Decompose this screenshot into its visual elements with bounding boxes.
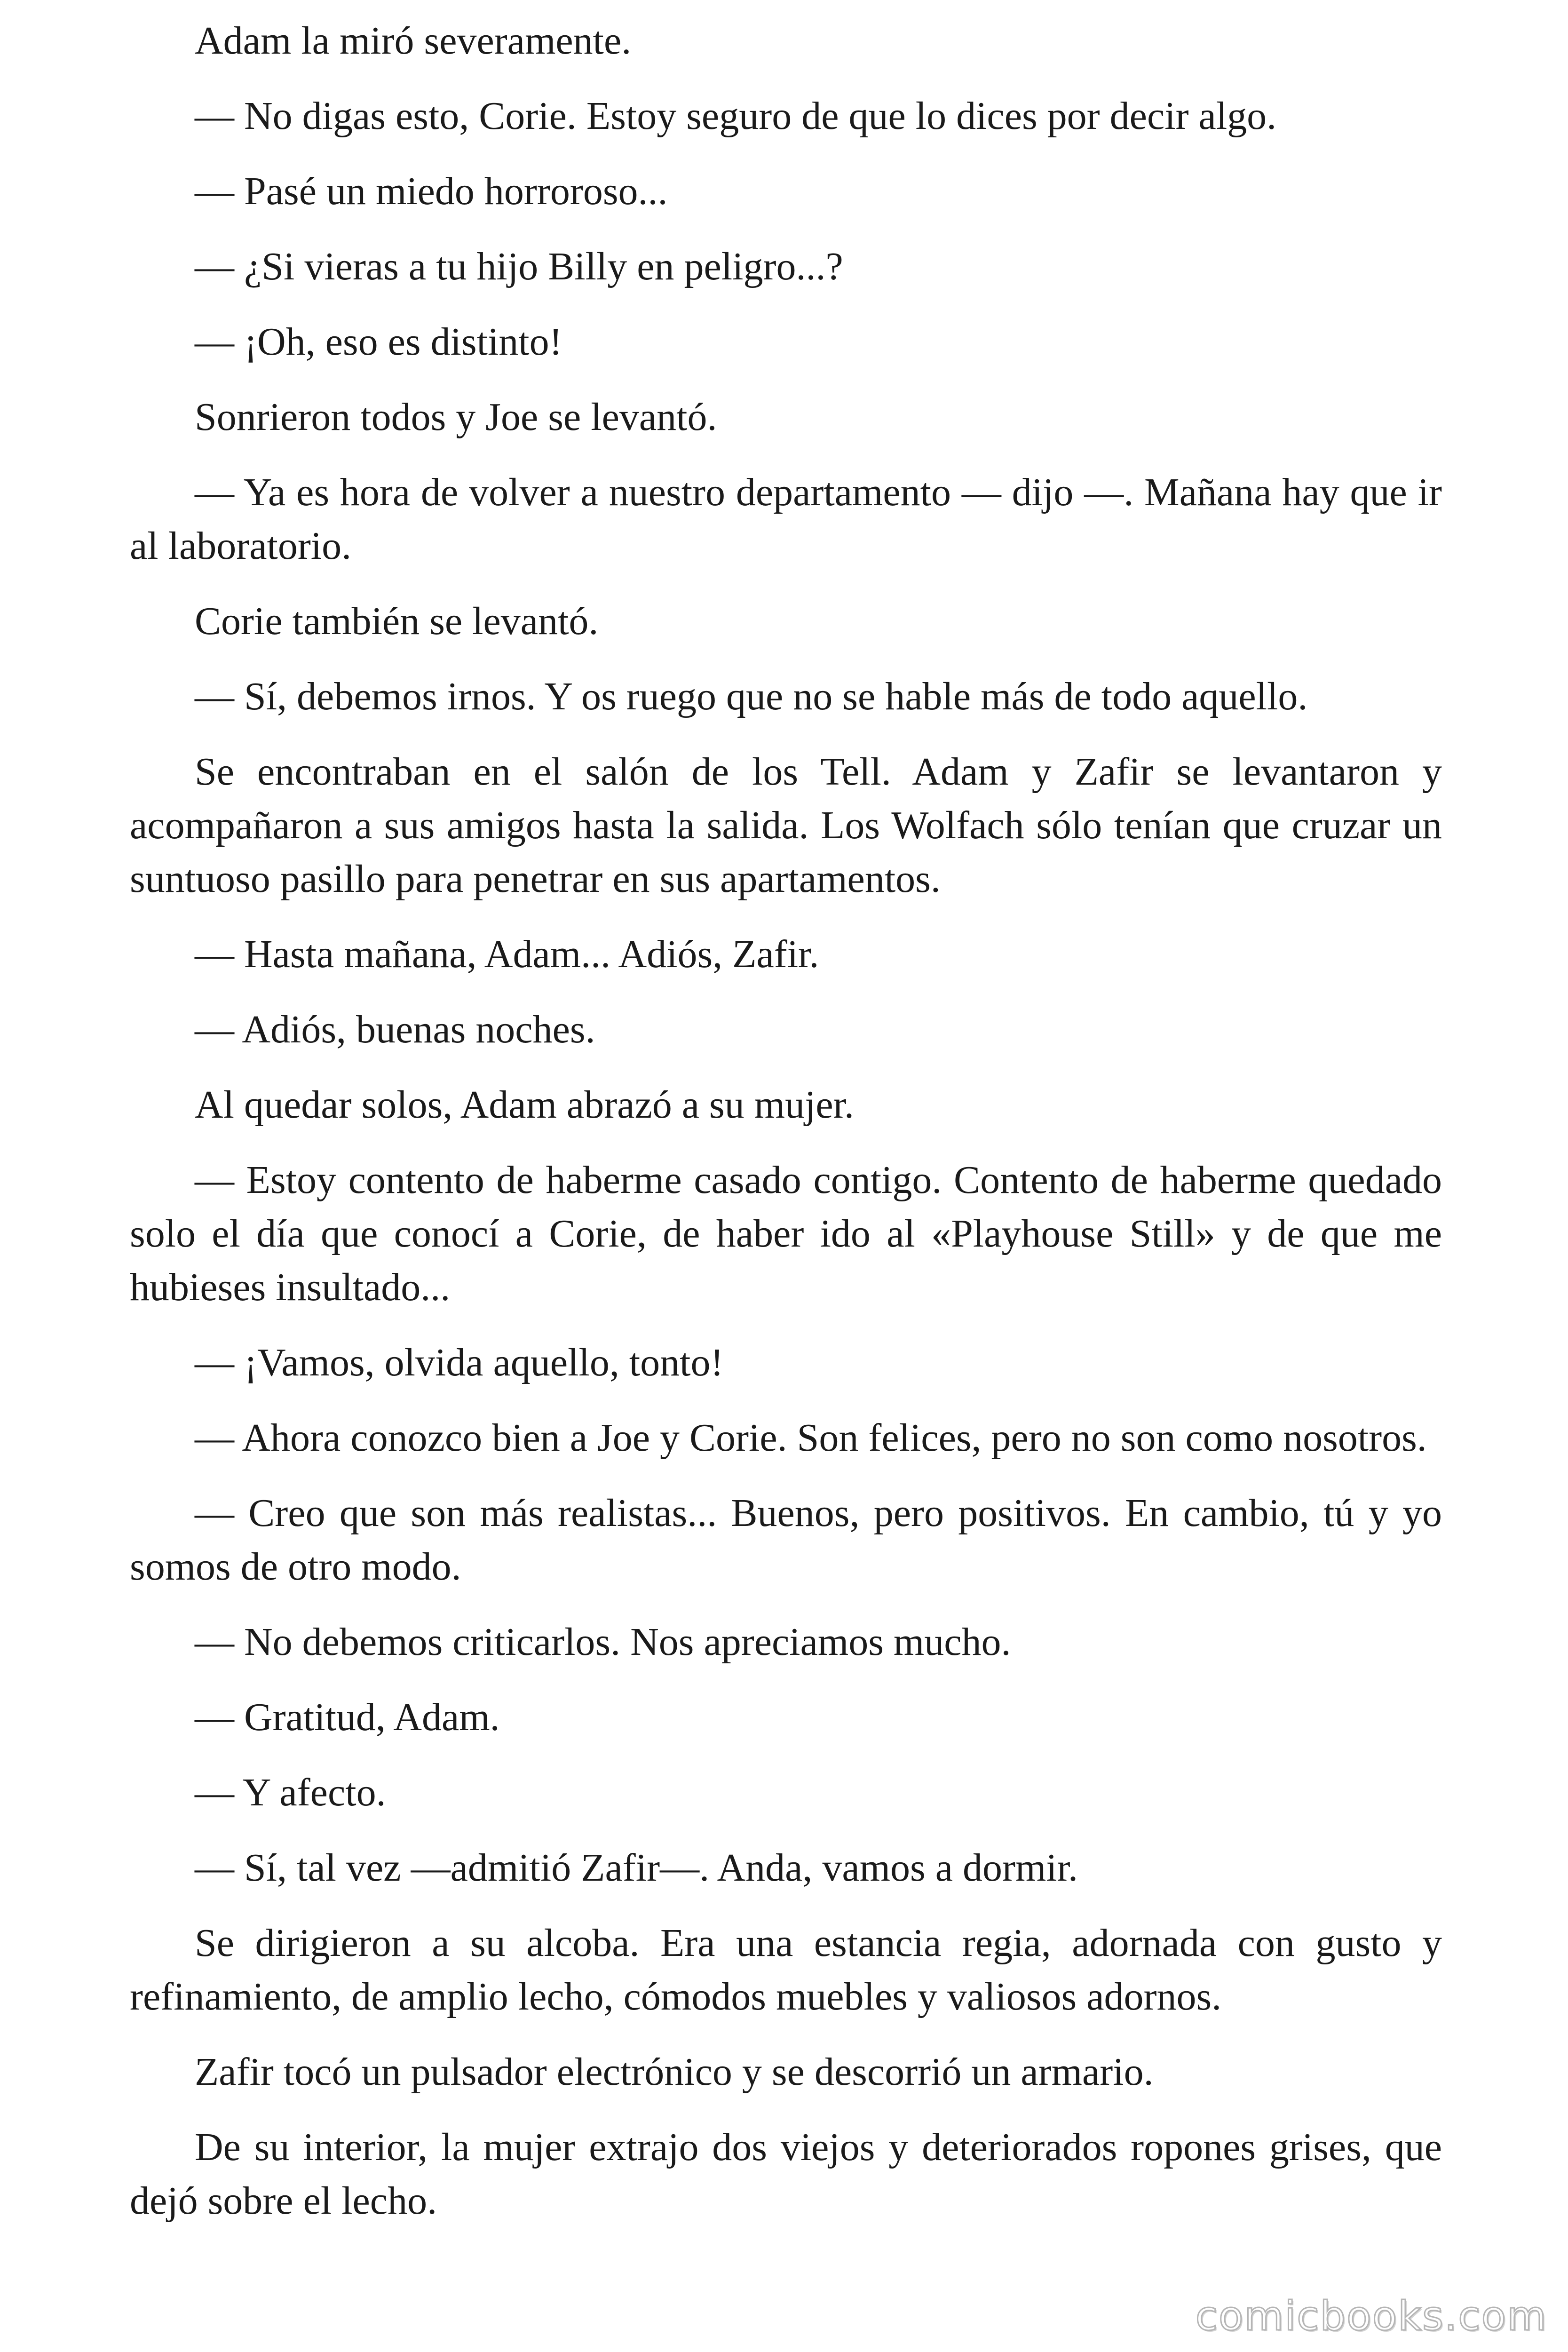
paragraph: — Adiós, buenas noches. <box>195 1008 595 1051</box>
watermark: comicbooks.com <box>1195 2293 1547 2340</box>
paragraph: Corie también se levantó. <box>195 599 599 643</box>
paragraph: Se dirigieron a su alcoba. Era una estancia regia, adornada con gusto y refinamiento, de amplio lecho, cómodos muebles y valiosos adornos. <box>130 1921 1442 2018</box>
paragraph: — Creo que son más realistas... Buenos, pero positivos. En cambio, tú y yo somos de otro modo. <box>130 1491 1442 1589</box>
paragraph: Al quedar solos, Adam abrazó a su mujer. <box>195 1083 854 1127</box>
paragraph: — Ya es hora de volver a nuestro departamento — dijo —. Mañana hay que ir al laboratorio. <box>130 470 1442 568</box>
paragraph: — Hasta mañana, Adam... Adiós, Zafir. <box>195 932 819 976</box>
paragraph: — Y afecto. <box>195 1771 386 1814</box>
paragraph: — Sí, tal vez —admitió Zafir—. Anda, vamos a dormir. <box>195 1846 1078 1890</box>
paragraph: — Sí, debemos irnos. Y os ruego que no se hable más de todo aquello. <box>195 675 1308 718</box>
paragraph: — Ahora conozco bien a Joe y Corie. Son felices, pero no son como nosotros. <box>195 1416 1427 1460</box>
paragraph: De su interior, la mujer extrajo dos viejos y deteriorados ropones grises, que dejó sobre el lecho. <box>130 2125 1442 2223</box>
paragraph: — Pasé un miedo horroroso... <box>195 169 668 213</box>
paragraph: — Gratitud, Adam. <box>195 1695 500 1739</box>
paragraph: Se encontraban en el salón de los Tell. Adam y Zafir se levantaron y acompañaron a sus amigos hasta la salida. Los Wolfach sólo tenían que cruzar un suntuoso pasillo para penetrar en sus apartamentos. <box>130 750 1442 901</box>
paragraph: Sonrieron todos y Joe se levantó. <box>195 395 717 439</box>
paragraph: Adam la miró severamente. <box>195 19 632 63</box>
paragraph: — ¡Vamos, olvida aquello, tonto! <box>195 1341 724 1384</box>
paragraph: — No debemos criticarlos. Nos apreciamos mucho. <box>195 1620 1011 1664</box>
paragraph: — ¡Oh, eso es distinto! <box>195 320 562 364</box>
paragraph: Zafir tocó un pulsador electrónico y se descorrió un armario. <box>195 2050 1154 2094</box>
paragraph: — Estoy contento de haberme casado contigo. Contento de haberme quedado solo el día que conocí a Corie, de haber ido al «Playhouse Still» y de que me hubieses insultado... <box>130 1158 1442 1309</box>
paragraph: — No digas esto, Corie. Estoy seguro de que lo dices por decir algo. <box>195 94 1277 138</box>
paragraph: — ¿Si vieras a tu hijo Billy en peligro...? <box>195 245 843 288</box>
body-text <box>130 14 1442 2249</box>
